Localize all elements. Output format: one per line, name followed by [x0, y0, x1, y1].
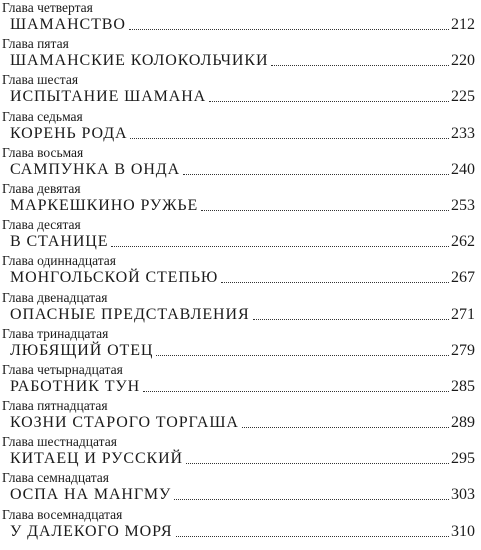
chapter-title: МАРКЕШКИНО РУЖЬЕ	[10, 196, 199, 214]
toc-entry	[0, 434, 481, 470]
chapter-title: КОЗНИ СТАРОГО ТОРГАША	[10, 414, 239, 432]
page-number: 289	[451, 414, 475, 432]
chapter-title: МОНГОЛЬСКОЙ СТЕПЬЮ	[10, 269, 219, 287]
dot-leader	[130, 138, 449, 139]
dot-leader	[111, 246, 449, 247]
chapter-label: Глава седьмая	[2, 108, 83, 124]
page-number: 285	[451, 377, 475, 395]
page-number: 310	[451, 522, 475, 540]
dot-leader	[242, 427, 449, 428]
title-line	[10, 305, 475, 325]
title-line	[10, 196, 475, 216]
dot-leader	[156, 355, 449, 356]
title-line	[10, 124, 475, 144]
title-line	[10, 87, 475, 107]
title-line	[10, 160, 475, 180]
toc-entry	[0, 109, 481, 145]
page-number: 267	[451, 269, 475, 287]
page-number: 253	[451, 196, 475, 214]
toc-entry	[0, 326, 481, 362]
chapter-label: Глава четвертая	[2, 0, 93, 15]
chapter-label: Глава пятнадцатая	[2, 398, 108, 414]
toc-entry	[0, 0, 481, 36]
chapter-label: Глава шестнадцатая	[2, 434, 117, 450]
chapter-label: Глава восемнадцатая	[2, 506, 123, 522]
title-line	[10, 377, 475, 397]
chapter-title: КОРЕНЬ РОДА	[10, 124, 128, 142]
chapter-label: Глава двенадцатая	[2, 289, 108, 305]
chapter-title: У ДАЛЕКОГО МОРЯ	[10, 522, 173, 540]
title-line	[10, 485, 475, 505]
chapter-title: В СТАНИЦЕ	[10, 233, 109, 251]
dot-leader	[174, 499, 449, 500]
dot-leader	[253, 319, 449, 320]
page-number: 271	[451, 305, 475, 323]
chapter-label: Глава восьмая	[2, 144, 84, 160]
toc-entry	[0, 398, 481, 434]
dot-leader	[221, 282, 449, 283]
chapter-title: КИТАЕЦ И РУССКИЙ	[10, 450, 183, 468]
chapter-title: ШАМАНСКИЕ КОЛОКОЛЬЧИКИ	[10, 52, 269, 70]
chapter-title: ИСПЫТАНИЕ ШАМАНА	[10, 88, 207, 106]
page-number: 303	[451, 486, 475, 504]
toc-entry	[0, 470, 481, 506]
dot-leader	[271, 65, 449, 66]
title-line	[10, 522, 475, 542]
page-number: 295	[451, 450, 475, 468]
title-line	[10, 268, 475, 288]
toc-entry	[0, 181, 481, 217]
dot-leader	[201, 210, 449, 211]
page-number: 220	[451, 52, 475, 70]
toc-entry	[0, 362, 481, 398]
dot-leader	[186, 463, 449, 464]
toc-entry	[0, 507, 481, 543]
chapter-title: ОСПА НА МАНГМУ	[10, 486, 172, 504]
page-number: 262	[451, 233, 475, 251]
dot-leader	[143, 391, 449, 392]
toc-entry	[0, 217, 481, 253]
chapter-label: Глава десятая	[2, 217, 81, 233]
chapter-title: САМПУНКА В ОНДА	[10, 160, 181, 178]
title-line	[10, 341, 475, 361]
chapter-title: РАБОТНИК ТУН	[10, 377, 141, 395]
toc-entry	[0, 36, 481, 72]
chapter-label: Глава девятая	[2, 180, 81, 196]
chapter-label: Глава шестая	[2, 72, 79, 88]
dot-leader	[209, 101, 449, 102]
chapter-title: ШАМАНСТВО	[10, 16, 126, 33]
chapter-label: Глава пятая	[2, 36, 69, 52]
toc-entry	[0, 145, 481, 181]
title-line	[10, 15, 475, 35]
toc-entry	[0, 72, 481, 108]
page-number: 233	[451, 124, 475, 142]
dot-leader	[183, 174, 449, 175]
page-number: 279	[451, 341, 475, 359]
chapter-label: Глава четырнадцатая	[2, 361, 123, 377]
page-number: 240	[451, 160, 475, 178]
title-line	[10, 51, 475, 71]
chapter-label: Глава семнадцатая	[2, 470, 109, 486]
title-line	[10, 413, 475, 433]
title-line	[10, 232, 475, 252]
title-line	[10, 449, 475, 469]
chapter-title: ЛЮБЯЩИЙ ОТЕЦ	[10, 341, 154, 359]
page-number: 212	[451, 16, 475, 33]
toc-entry	[0, 290, 481, 326]
page-number: 225	[451, 88, 475, 106]
chapter-label: Глава одиннадцатая	[2, 253, 116, 269]
dot-leader	[176, 536, 450, 537]
chapter-label: Глава тринадцатая	[2, 325, 109, 341]
chapter-title: ОПАСНЫЕ ПРЕДСТАВЛЕНИЯ	[10, 305, 250, 323]
dot-leader	[129, 29, 449, 30]
toc-entry	[0, 253, 481, 289]
